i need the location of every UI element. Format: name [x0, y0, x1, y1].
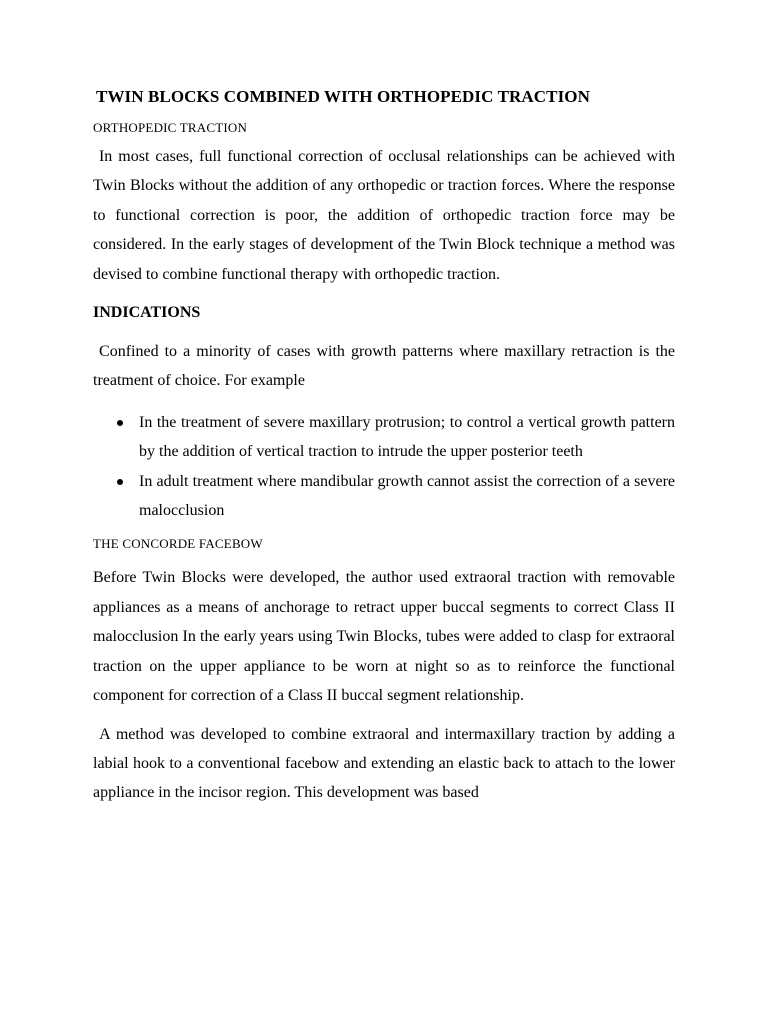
section-heading-orthopedic-traction: ORTHOPEDIC TRACTION	[93, 120, 248, 135]
bullet-item	[93, 408, 675, 467]
bullet-text: In adult treatment where mandibular growth cannot assist the correction of a severe malocclusion	[139, 472, 675, 520]
paragraph-indications: Confined to a minority of cases with growth patterns where maxillary retraction is the treatment of choice. For example	[93, 343, 675, 390]
bullet-icon	[117, 420, 123, 426]
indications-bullet-list	[93, 408, 675, 526]
paragraph-concorde-2: A method was developed to combine extraoral and intermaxillary traction by adding a labial hook to a conventional facebow and extending an elastic back to attach to the lower appliance in the incisor region. This development was based	[93, 725, 675, 802]
bullet-text: In the treatment of severe maxillary protrusion; to control a vertical growth pattern by the addition of vertical traction to intrude the upper posterior teeth	[139, 413, 675, 461]
document-page	[93, 86, 675, 808]
section-heading-indications: INDICATIONS	[93, 304, 201, 322]
bullet-icon	[117, 479, 123, 485]
bullet-item	[93, 467, 675, 526]
section-heading-concorde-facebow: THE CONCORDE FACEBOW	[93, 536, 263, 552]
paragraph-orthopedic-traction: In most cases, full functional correction of occlusal relationships can be achieved with Twin Blocks without the addition of any orthopedic or traction forces. Where the response to functional correction is poor, the addition of orthopedic traction force may be considered. In the early stages of development of the Twin Block technique a method was devised to combine functional therapy with orthopedic traction.	[93, 148, 675, 283]
paragraph-concorde-1: Before Twin Blocks were developed, the author used extraoral traction with removable appliances as a means of anchorage to retract upper buccal segments to correct Class II malocclusion In the early years using Twin Blocks, tubes were added to clasp for extraoral traction on the upper appliance to be worn at night so as to reinforce the functional component for correction of a Class II buccal segment relationship.	[93, 569, 675, 705]
document-title: TWIN BLOCKS COMBINED WITH ORTHOPEDIC TRACTION	[96, 87, 590, 106]
